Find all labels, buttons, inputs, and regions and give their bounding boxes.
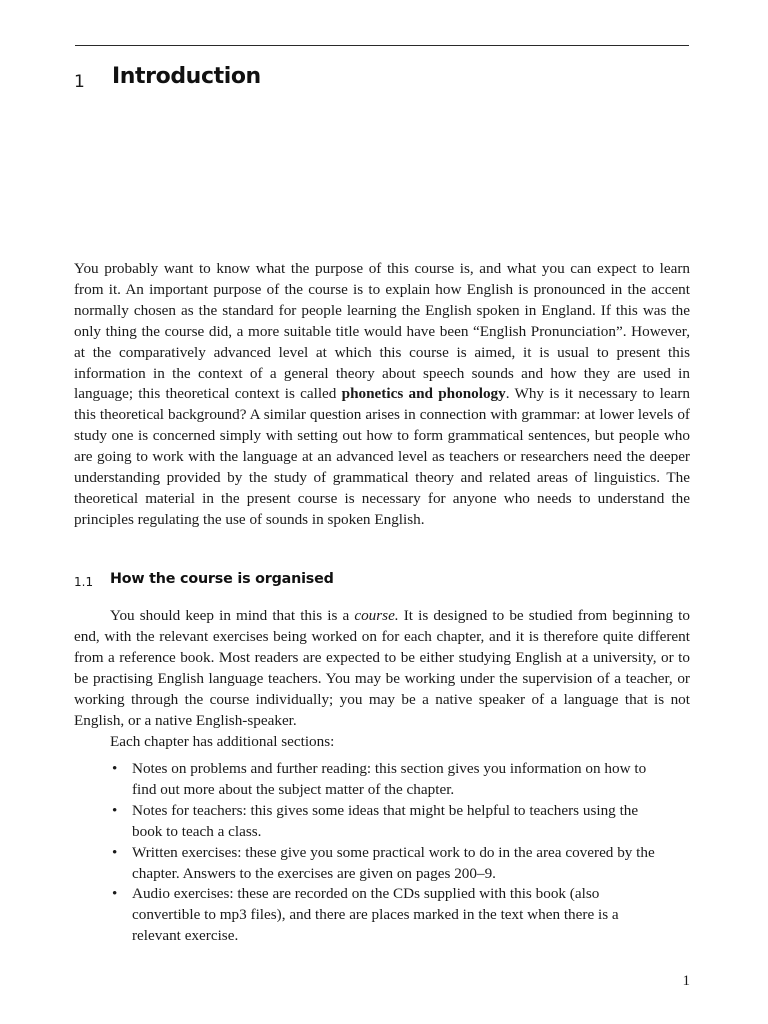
section-text-start: You should keep in mind that this is a (110, 607, 355, 624)
chapter-heading (74, 62, 634, 98)
list-item (110, 843, 670, 885)
section-heading (74, 571, 474, 593)
additional-sections-intro: Each chapter has additional sections: (110, 733, 335, 750)
section-italic-term: course. (354, 607, 399, 624)
top-rule (75, 45, 689, 46)
intro-paragraph (74, 259, 690, 531)
bullet-icon: • (112, 885, 118, 903)
list-item-text: Notes for teachers: this gives some ideas that might be helpful to teachers using the book to teach a class. (132, 801, 639, 840)
bullet-list (110, 759, 670, 947)
section-text-end: It is designed to be studied from beginning to end, with the relevant exercises being worked on for each chapter, and it is therefore quite different from a reference book. Most readers are expected to be either studying English at a university, or to be practising English language teachers. You may be working under the supervision of a teacher, or working through the course individually; you may be a native speaker of a language that is not English, or a native English-speaker. (74, 607, 690, 729)
intro-text-end: . Why is it necessary to learn this theoretical background? A similar question arises in connection with grammar: at lower levels of study one is concerned simply with setting out how to form grammatical sentences, but people who are going to work with the language at an advanced level as teachers or researchers need the deeper understanding provided by the study of grammatical theory and related areas of linguistics. The theoretical material in the present course is necessary for anyone who needs to understand the principles regulating the use of sounds in spoken English. (74, 385, 691, 528)
list-item (110, 759, 670, 801)
list-item (110, 884, 670, 947)
section-number: 1.1 (74, 575, 94, 589)
bullet-icon: • (112, 760, 118, 777)
section-paragraph (74, 606, 690, 731)
bullet-icon: • (112, 843, 118, 861)
section-title: How the course is organised (110, 571, 334, 587)
list-item-text: Written exercises: these give you some practical work to do in the area covered by the chapter. Answers to the exercises are given on pages 200–9. (132, 843, 655, 882)
intro-bold-term: phonetics and phonology (341, 385, 506, 403)
list-item-text: Audio exercises: these are recorded on the CDs supplied with this book (also convertible to mp3 files), and there are places marked in the text when there is a relevant exercise. (132, 885, 619, 945)
intro-text-start: You probably want to know what the purpose of this course is, and what you can expect to learn from it. An important purpose of the course is to explain how English is pronounced in the accent normally chosen as the standard for people learning the English spoken in England. If this was the only thing the course did, a more suitable title would have been “English Pronunciation”. However, at the comparatively advanced level at which this course is aimed, it is usual to present this information in the context of a general theory about speech sounds and how they are used in language; this theoretical context is called (74, 260, 690, 403)
list-item-text: Notes on problems and further reading: this section gives you information on how to find out more about the subject matter of the chapter. (132, 760, 647, 798)
page-number: 1 (682, 973, 690, 989)
list-item (110, 801, 670, 843)
chapter-number: 1 (74, 72, 85, 92)
bullet-icon: • (112, 801, 118, 819)
chapter-title: Introduction (112, 64, 261, 89)
